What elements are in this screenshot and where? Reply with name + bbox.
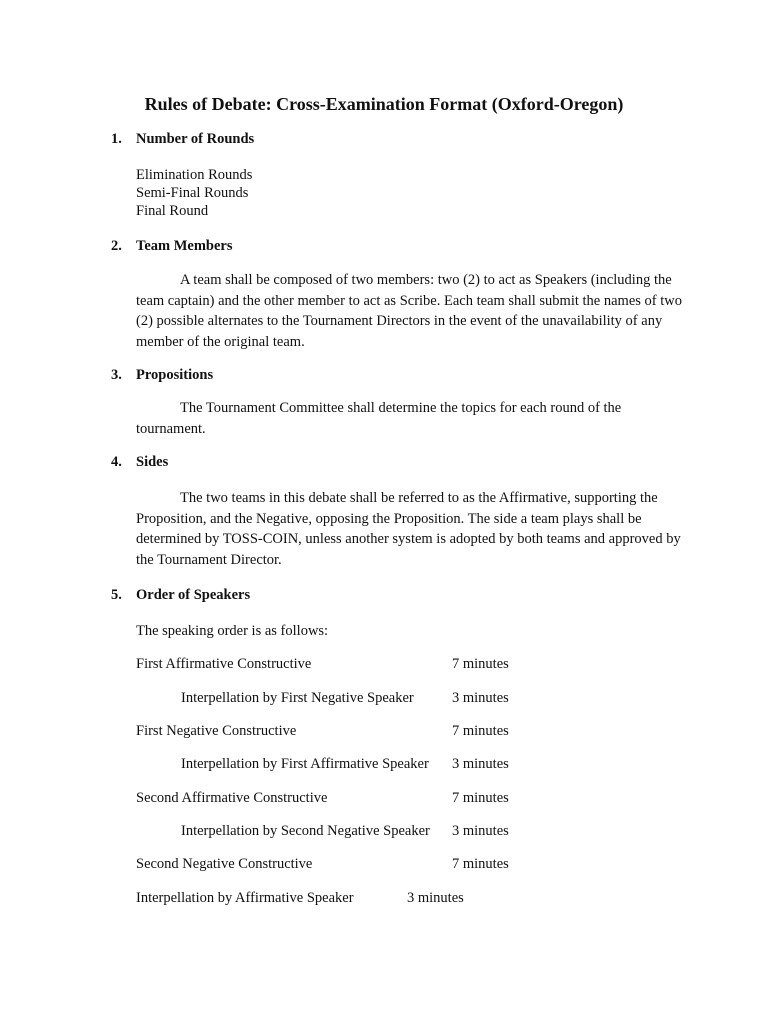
section-paragraph: The Tournament Committee shall determine the topics for each round of the tournament. xyxy=(136,400,622,437)
speaker-time: 7 minutes xyxy=(452,790,509,806)
speaker-time: 3 minutes xyxy=(452,756,509,772)
speaker-name: Interpellation by Affirmative Speaker xyxy=(136,890,354,906)
section-number: 4. xyxy=(111,454,122,470)
list-item: Semi-Final Rounds xyxy=(136,185,249,201)
section-heading: Number of Rounds xyxy=(136,131,255,147)
section-number: 1. xyxy=(111,131,122,147)
section-heading: Sides xyxy=(136,454,169,470)
section-number: 2. xyxy=(111,238,122,254)
speaking-order-intro: The speaking order is as follows: xyxy=(136,623,329,639)
list-item: Final Round xyxy=(136,203,209,219)
section-heading: Team Members xyxy=(136,238,233,254)
speaker-name: First Affirmative Constructive xyxy=(136,656,312,672)
section-heading: Propositions xyxy=(136,367,214,383)
section-paragraph: A team shall be composed of two members: two (2) to act as Speakers (including the team captain) and the other member to act as Scribe. Each team shall submit the names of two (2) possible alternates to the Tournament Directors in the event of the unavailability of any member of the original team. xyxy=(136,272,682,350)
speaker-time: 7 minutes xyxy=(452,723,509,739)
document-title: Rules of Debate: Cross-Examination Format (Oxford-Oregon) xyxy=(144,94,624,114)
list-item: Elimination Rounds xyxy=(136,167,253,183)
section-number: 3. xyxy=(111,367,122,383)
section-number: 5. xyxy=(111,587,122,603)
speaker-time: 3 minutes xyxy=(452,823,509,839)
speaker-name: First Negative Constructive xyxy=(136,723,297,739)
speaker-name: Interpellation by First Affirmative Speaker xyxy=(181,756,429,772)
speaker-time: 3 minutes xyxy=(452,690,509,706)
speaker-time: 7 minutes xyxy=(452,656,509,672)
speaker-time: 3 minutes xyxy=(407,890,464,906)
section-heading: Order of Speakers xyxy=(136,587,251,603)
speaker-name: Second Negative Constructive xyxy=(136,856,313,872)
speaker-name: Second Affirmative Constructive xyxy=(136,790,328,806)
speaker-time: 7 minutes xyxy=(452,856,509,872)
speaker-name: Interpellation by First Negative Speaker xyxy=(181,690,414,706)
section-paragraph: The two teams in this debate shall be referred to as the Affirmative, supporting the Proposition, and the Negative, opposing the Proposition. The side a team plays shall be determined by TOSS-COIN, unless another system is adopted by both teams and approved by the Tournament Director. xyxy=(136,490,681,568)
speaker-name: Interpellation by Second Negative Speaker xyxy=(181,823,430,839)
